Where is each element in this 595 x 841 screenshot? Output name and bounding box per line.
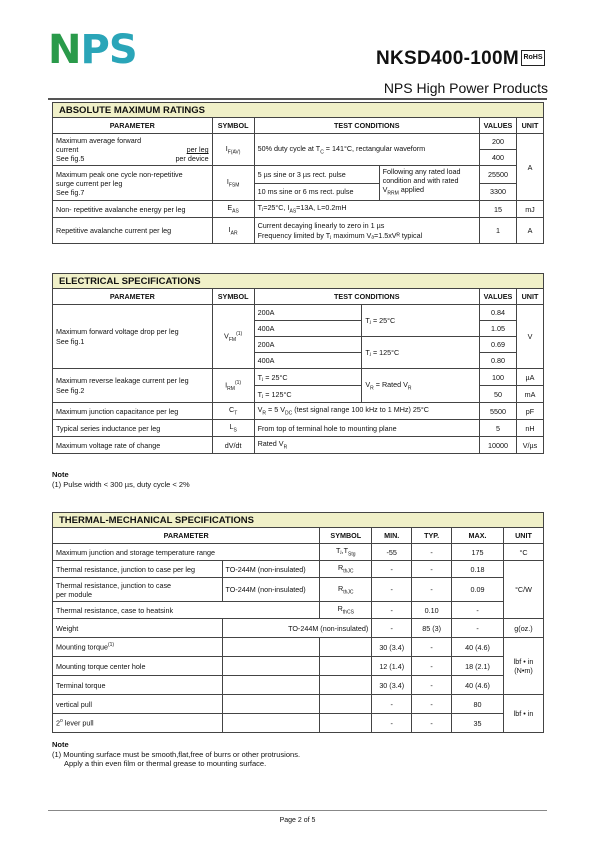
table-header-row — [53, 289, 544, 305]
header-symbol: SYMBOL — [320, 528, 372, 544]
typ-cell: - — [412, 657, 452, 676]
value-cell: 10000 — [480, 437, 517, 454]
max-cell: 80 — [452, 695, 504, 714]
min-cell: - — [372, 714, 412, 733]
condition-cell: 50% duty cycle at $T_C = 141^\circ C$, rectangular waveform — [254, 134, 479, 166]
table-row — [53, 437, 544, 454]
value-cell: 100 — [480, 369, 517, 386]
param-cell: Thermal resistance, junction to case per module — [53, 578, 223, 602]
header-min: MIN. — [372, 528, 412, 544]
param-text: Maximum average forward — [56, 136, 142, 145]
unit-cell: lbf • in (N•m) — [503, 638, 543, 695]
header-typ: TYP. — [412, 528, 452, 544]
table-row — [53, 602, 544, 619]
section-title: ELECTRICAL SPECIFICATIONS — [53, 274, 544, 289]
unit-cell: g(oz.) — [503, 619, 543, 638]
typ-cell: - — [412, 695, 452, 714]
max-cell: - — [452, 619, 504, 638]
param-text: See fig.5 — [56, 154, 85, 163]
param-cell: Thermal resistance, case to heatsink — [53, 602, 320, 619]
param-cell: Non- repetitive avalanche energy per leg — [53, 201, 213, 218]
symbol-cell: $Tⱼ,T_{Stg}$ — [320, 544, 372, 561]
section-title: THERMAL-MECHANICAL SPECIFICATIONS — [53, 513, 544, 528]
typ-cell: - — [412, 638, 452, 657]
min-cell: - — [372, 561, 412, 578]
max-cell: 40 (4.6) — [452, 638, 504, 657]
empty-cell — [222, 676, 320, 695]
value-cell: 15 — [480, 201, 517, 218]
param-cell: Mounting torque$^{(1)}$ — [53, 638, 223, 657]
value-cell: 50 — [480, 386, 517, 403]
param-cell: Repetitive avalanche current per leg — [53, 218, 213, 244]
table-header-row — [53, 528, 544, 544]
typ-cell: - — [412, 714, 452, 733]
unit-cell: A — [516, 134, 543, 201]
current-cell: 200A — [254, 337, 362, 353]
param-text-row — [56, 154, 209, 163]
typ-cell: - — [412, 676, 452, 695]
symbol-cell: $I_{RM}^{(1)}$ — [212, 369, 254, 403]
typ-cell: - — [412, 561, 452, 578]
current-cell: 400A — [254, 353, 362, 369]
max-cell: - — [452, 602, 504, 619]
param-cell: vertical pull — [53, 695, 223, 714]
value-cell: 5 — [480, 420, 517, 437]
condition-cell: $V_R = 5$ $V_{DC}$ (test signal range 100 kHz to 1 MHz) 25°C — [254, 403, 479, 420]
param-cell — [53, 134, 213, 166]
max-cell: 40 (4.6) — [452, 676, 504, 695]
package-cell: TO-244M (non-insulated) — [222, 561, 320, 578]
empty-cell — [222, 638, 320, 657]
table-header-row — [53, 118, 544, 134]
table-row — [53, 561, 544, 578]
table-row — [53, 369, 544, 386]
electrical-specs-table — [52, 273, 544, 454]
param-cell: Terminal torque — [53, 676, 223, 695]
temperature-cell: Tⱼ = 25°C — [254, 369, 362, 386]
header-parameter: PARAMETER — [53, 289, 213, 305]
empty-cell — [222, 714, 320, 733]
logo-letter-p: P — [80, 27, 109, 73]
table-row — [53, 714, 544, 733]
empty-cell — [320, 638, 372, 657]
typ-cell: - — [412, 578, 452, 602]
param-text-row — [56, 145, 209, 154]
table-row — [53, 695, 544, 714]
unit-cell: lbf • in — [503, 695, 543, 733]
table-row — [53, 544, 544, 561]
param-cell: Maximum junction and storage temperature range — [53, 544, 320, 561]
package-cell: TO-244M (non-insulated) — [222, 619, 372, 638]
min-cell: 30 (3.4) — [372, 638, 412, 657]
min-cell: - — [372, 695, 412, 714]
header-symbol: SYMBOL — [212, 118, 254, 134]
unit-cell: nH — [516, 420, 543, 437]
unit-cell: A — [516, 218, 543, 244]
value-cell: 5500 — [480, 403, 517, 420]
unit-cell: mJ — [516, 201, 543, 218]
table-row — [53, 619, 544, 638]
table-row — [53, 578, 544, 602]
param-cell: Weight — [53, 619, 223, 638]
empty-cell — [320, 657, 372, 676]
note-text: (1) Pulse width < 300 µs, duty cycle < 2% — [52, 479, 190, 489]
per-device-label: per device — [175, 154, 209, 163]
max-cell: 0.09 — [452, 578, 504, 602]
header-values: VALUES — [480, 289, 517, 305]
value-cell: 0.80 — [480, 353, 517, 369]
unit-cell: pF — [516, 403, 543, 420]
table-row — [53, 305, 544, 321]
part-number: NKSD400-100M — [376, 48, 519, 69]
header-parameter: PARAMETER — [53, 528, 320, 544]
min-cell: 30 (3.4) — [372, 676, 412, 695]
empty-cell — [320, 676, 372, 695]
header-test-conditions: TEST CONDITIONS — [254, 289, 479, 305]
typ-cell: - — [412, 544, 452, 561]
unit-cell: mA — [516, 386, 543, 403]
param-cell: Maximum voltage rate of change — [53, 437, 213, 454]
symbol-cell: $V_{FM}^{(1)}$ — [212, 305, 254, 369]
value-cell: 25500 — [480, 166, 517, 184]
unit-cell: V/µs — [516, 437, 543, 454]
empty-cell — [222, 657, 320, 676]
param-cell: Maximum junction capacitance per leg — [53, 403, 213, 420]
param-cell: Typical series inductance per leg — [53, 420, 213, 437]
section-title: ABSOLUTE MAXIMUM RATINGS — [53, 103, 544, 118]
max-cell: 35 — [452, 714, 504, 733]
table-row — [53, 218, 544, 244]
param-cell: Maximum reverse leakage current per leg See fig.2 — [53, 369, 213, 403]
symbol-cell: $I_{AR}$ — [212, 218, 254, 244]
note-title: Note — [52, 740, 69, 749]
condition-cell: From top of terminal hole to mounting plane — [254, 420, 479, 437]
param-cell: Mounting torque center hole — [53, 657, 223, 676]
condition-cell: Current decaying linearly to zero in 1 µs Frequency limited by Tⱼ maximum Vₐ=1.5xVᴿ typical — [254, 218, 479, 244]
rohs-icon: RoHS — [521, 50, 545, 66]
min-cell: - — [372, 619, 412, 638]
thermal-mechanical-table — [52, 512, 544, 733]
value-cell: 3300 — [480, 183, 517, 201]
table-row — [53, 638, 544, 657]
symbol-cell: $R_{thCS}$ — [320, 602, 372, 619]
header-unit: UNIT — [503, 528, 543, 544]
current-cell: 400A — [254, 321, 362, 337]
param-cell: 2$^o$ lever pull — [53, 714, 223, 733]
header-values: VALUES — [480, 118, 517, 134]
header-symbol: SYMBOL — [212, 289, 254, 305]
value-cell: 1.05 — [480, 321, 517, 337]
condition-cell: Tⱼ=25°C, $I_{AS}=13A$, L=0.2mH — [254, 201, 479, 218]
table-row — [53, 403, 544, 420]
table-row — [53, 134, 544, 150]
logo-letter-s: S — [108, 27, 137, 73]
min-cell: -55 — [372, 544, 412, 561]
header-unit: UNIT — [516, 289, 543, 305]
thermal-note — [52, 740, 300, 769]
value-cell: 200 — [480, 134, 517, 150]
condition-cell: 5 µs sine or 3 µs rect. pulse Following any rated load condition and with rated $V_{RRM}$ applied 10 ms sine or 6 ms rect. pulse — [254, 166, 479, 201]
electrical-note — [52, 470, 190, 489]
note-title: Note — [52, 470, 69, 479]
max-cell: 0.18 — [452, 561, 504, 578]
table-row — [53, 676, 544, 695]
table-row — [53, 201, 544, 218]
package-cell: TO-244M (non-insulated) — [222, 578, 320, 602]
table-row — [53, 420, 544, 437]
footer-divider — [48, 810, 547, 811]
table-row — [53, 166, 544, 184]
empty-cell — [222, 695, 320, 714]
symbol-cell: $I_{F(AV)}$ — [212, 134, 254, 166]
temperature-cell: Tⱼ = 25°C — [362, 305, 480, 337]
max-cell: 18 (2.1) — [452, 657, 504, 676]
min-cell: - — [372, 578, 412, 602]
condition-cell: $V_R$ = Rated $V_R$ — [362, 369, 480, 403]
unit-cell: °C — [503, 544, 543, 561]
header-test-conditions: TEST CONDITIONS — [254, 118, 479, 134]
company-logo — [48, 27, 137, 73]
product-line-subtitle: NPS High Power Products — [383, 80, 548, 96]
param-text: current — [56, 145, 79, 154]
unit-cell: °C/W — [503, 561, 543, 619]
empty-cell — [320, 695, 372, 714]
param-cell: Maximum peak one cycle non-repetitive surge current per leg See fig.7 — [53, 166, 213, 201]
value-cell: 0.84 — [480, 305, 517, 321]
value-cell: 0.69 — [480, 337, 517, 353]
empty-cell — [320, 714, 372, 733]
value-cell: 400 — [480, 150, 517, 166]
current-cell: 200A — [254, 305, 362, 321]
logo-letter-n: N — [48, 27, 81, 73]
per-leg-label: per leg — [186, 145, 209, 154]
header-unit: UNIT — [516, 118, 543, 134]
header-max: MAX. — [452, 528, 504, 544]
param-cell: Thermal resistance, junction to case per leg — [53, 561, 223, 578]
unit-cell: V — [516, 305, 543, 369]
symbol-cell: dV/dt — [212, 437, 254, 454]
symbol-cell: $R_{thJC}$ — [320, 561, 372, 578]
symbol-cell: $C_T$ — [212, 403, 254, 420]
header-parameter: PARAMETER — [53, 118, 213, 134]
typ-cell: 85 (3) — [412, 619, 452, 638]
max-cell: 175 — [452, 544, 504, 561]
table-row — [53, 657, 544, 676]
min-cell: 12 (1.4) — [372, 657, 412, 676]
value-cell: 1 — [480, 218, 517, 244]
param-cell: Maximum forward voltage drop per leg See fig.1 — [53, 305, 213, 369]
note-text: Apply a thin even film or thermal grease to mounting surface. — [64, 759, 267, 768]
symbol-cell: $I_{FSM}$ — [212, 166, 254, 201]
header-divider — [48, 98, 547, 100]
absolute-max-ratings-table — [52, 102, 544, 244]
page-number: Page 2 of 5 — [279, 817, 316, 824]
symbol-cell: $R_{thJC}$ — [320, 578, 372, 602]
condition-cell: Rated $V_R$ — [254, 437, 479, 454]
temperature-cell: Tⱼ = 125°C — [362, 337, 480, 369]
unit-cell: µA — [516, 369, 543, 386]
min-cell: - — [372, 602, 412, 619]
typ-cell: 0.10 — [412, 602, 452, 619]
symbol-cell: $E_{AS}$ — [212, 201, 254, 218]
note-text: (1) Mounting surface must be smooth,flat,free of burrs or other protrusions. — [52, 749, 301, 759]
symbol-cell: $L_S$ — [212, 420, 254, 437]
temperature-cell: Tⱼ = 125°C — [254, 386, 362, 403]
